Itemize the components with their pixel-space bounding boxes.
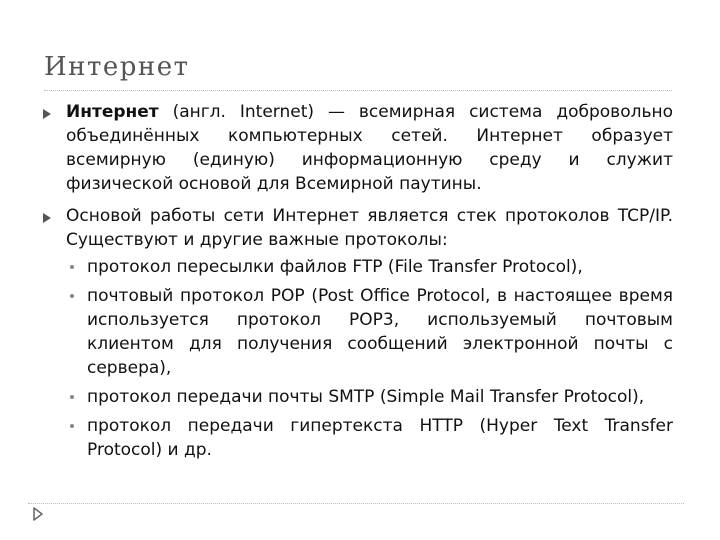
bold-term: Интернет [66, 102, 159, 122]
dot-icon [70, 294, 74, 298]
list-item-text: протокол пересылки файлов FTP (File Transfer Protocol), [87, 257, 583, 277]
dot-icon [70, 265, 74, 269]
list-item-smtp [66, 385, 673, 409]
list-item-text: протокол передачи гипертекста HTTP (Hyper Text Transfer Protocol) и др. [87, 416, 673, 460]
list-item-http [66, 414, 673, 462]
dot-icon [70, 395, 74, 399]
dot-icon [70, 424, 74, 428]
bullet-item-internet [43, 100, 673, 196]
list-item-text: протокол передачи почты SMTP (Simple Mail Transfer Protocol), [87, 387, 645, 407]
list-item-text: почтовый протокол POP (Post Office Protocol, в настоящее время используется протокол POP3, используемый почтовым клиентом для получения сообщений электронной почты с сервера), [87, 286, 673, 378]
list-item-pop [66, 284, 673, 380]
slide-content [43, 100, 673, 470]
bullet-text [66, 100, 673, 196]
list-item-ftp [66, 255, 673, 279]
triangle-arrow-icon [43, 109, 51, 119]
bullet-item-protocols [43, 204, 673, 462]
triangle-arrow-icon [43, 213, 51, 223]
slide-title: Интернет [44, 52, 190, 82]
next-slide-icon[interactable] [30, 506, 46, 522]
protocol-list [66, 255, 673, 462]
title-divider [44, 90, 672, 91]
footer-divider [28, 503, 684, 504]
bullet-text: Основой работы сети Интернет является стек протоколов TCP/IP. Существуют и другие важные протоколы: [66, 206, 673, 250]
definition-text: (англ. Internet) — всемирная система добровольно объединённых компьютерных сетей. Интернет образует всемирную (единую) информационную среду и служит физической основой для Всемирной паутины. [66, 102, 673, 194]
